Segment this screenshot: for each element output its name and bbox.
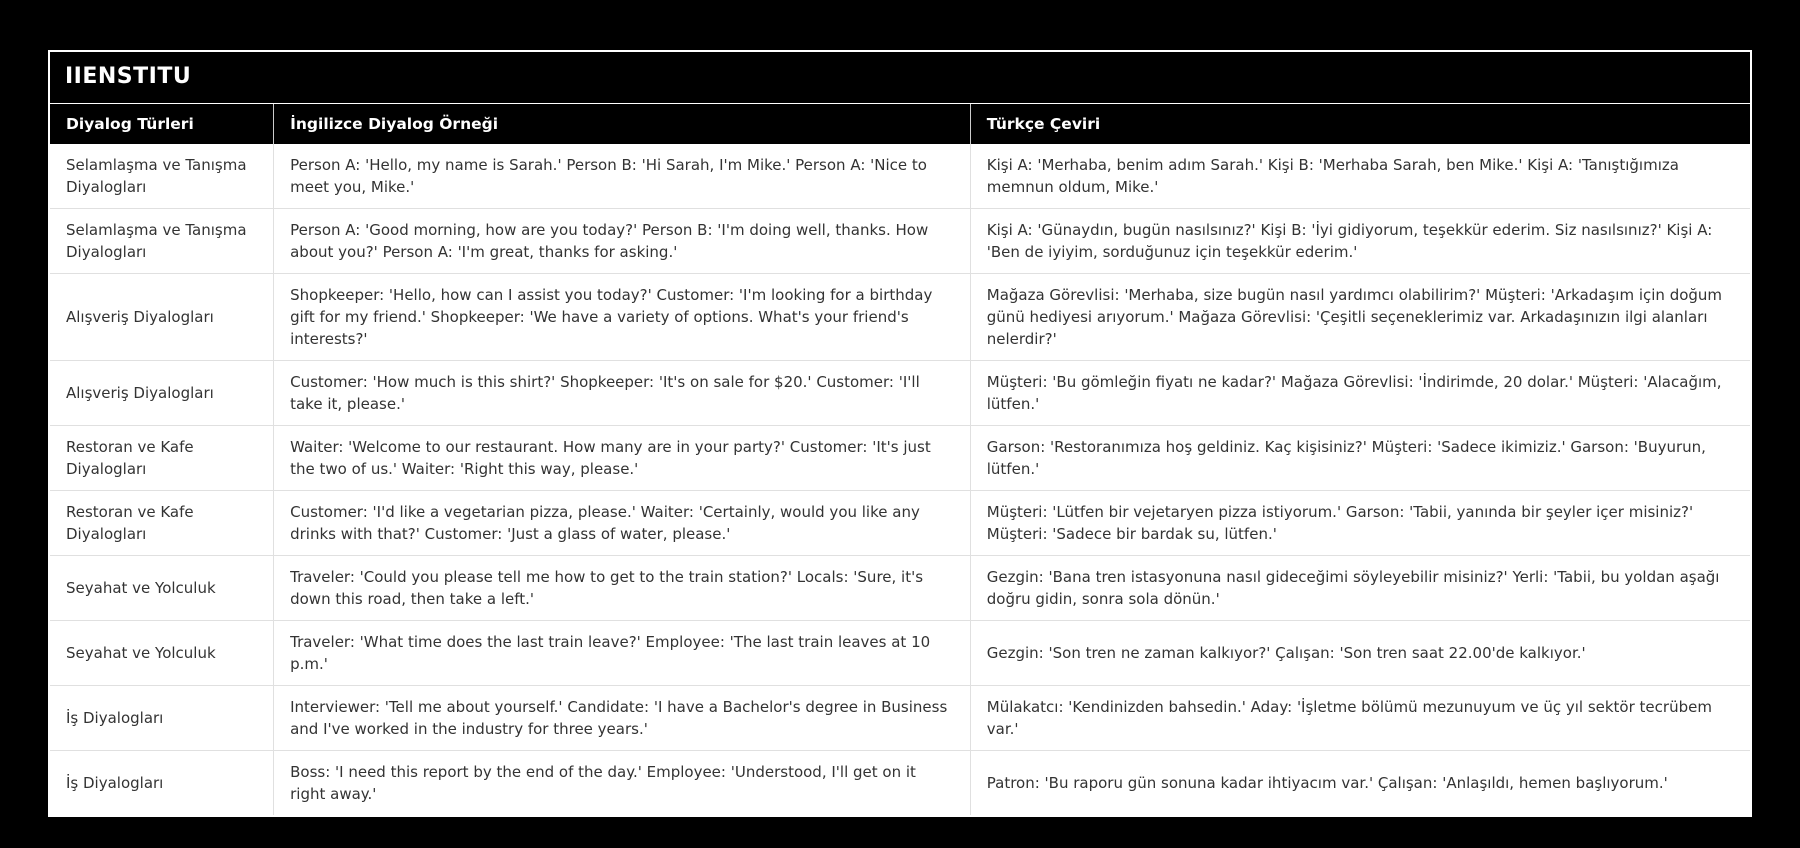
cell-english-example: Shopkeeper: 'Hello, how can I assist you today?' Customer: 'I'm looking for a birthday gift for my friend.' Shopkeeper: 'We have a variety of options. What's your friend's interests?' [274, 274, 971, 361]
cell-dialog-type: Alışveriş Diyalogları [50, 274, 274, 361]
table-row [50, 144, 1750, 209]
table-body [50, 144, 1750, 815]
cell-english-example: Customer: 'How much is this shirt?' Shopkeeper: 'It's on sale for $20.' Customer: 'I'll take it, please.' [274, 361, 971, 426]
table-row [50, 426, 1750, 491]
table-row [50, 274, 1750, 361]
cell-turkish-translation: Garson: 'Restoranımıza hoş geldiniz. Kaç kişisiniz?' Müşteri: 'Sadece ikimiziz.' Garson: 'Buyurun, lütfen.' [970, 426, 1750, 491]
table-row [50, 361, 1750, 426]
table-header-row [50, 104, 1750, 145]
column-header-turkish-translation: Türkçe Çeviri [970, 104, 1750, 145]
cell-turkish-translation: Kişi A: 'Günaydın, bugün nasılsınız?' Kişi B: 'İyi gidiyorum, teşekkür ederim. Siz nasılsınız?' Kişi A: 'Ben de iyiyim, sorduğunuz için teşekkür ederim.' [970, 209, 1750, 274]
cell-turkish-translation: Gezgin: 'Bana tren istasyonuna nasıl gideceğimi söyleyebilir misiniz?' Yerli: 'Tabii, bu yoldan aşağı doğru gidin, sonra sola dönün.' [970, 556, 1750, 621]
content-frame [48, 50, 1752, 817]
column-header-english-example: İngilizce Diyalog Örneği [274, 104, 971, 145]
table-row [50, 556, 1750, 621]
cell-turkish-translation: Gezgin: 'Son tren ne zaman kalkıyor?' Çalışan: 'Son tren saat 22.00'de kalkıyor.' [970, 621, 1750, 686]
cell-turkish-translation: Kişi A: 'Merhaba, benim adım Sarah.' Kişi B: 'Merhaba Sarah, ben Mike.' Kişi A: 'Tanıştığımıza memnun oldum, Mike.' [970, 144, 1750, 209]
cell-english-example: Traveler: 'What time does the last train leave?' Employee: 'The last train leaves at 10 p.m.' [274, 621, 971, 686]
cell-dialog-type: Restoran ve Kafe Diyalogları [50, 426, 274, 491]
cell-english-example: Boss: 'I need this report by the end of the day.' Employee: 'Understood, I'll get on it right away.' [274, 751, 971, 816]
cell-turkish-translation: Mülakatcı: 'Kendinizden bahsedin.' Aday: 'İşletme bölümü mezunuyum ve üç yıl sektör tecrübem var.' [970, 686, 1750, 751]
table-row [50, 621, 1750, 686]
cell-turkish-translation: Müşteri: 'Lütfen bir vejetaryen pizza istiyorum.' Garson: 'Tabii, yanında bir şeyler içer misiniz?' Müşteri: 'Sadece bir bardak su, lütfen.' [970, 491, 1750, 556]
cell-dialog-type: İş Diyalogları [50, 751, 274, 816]
cell-dialog-type: İş Diyalogları [50, 686, 274, 751]
table-row [50, 491, 1750, 556]
cell-english-example: Interviewer: 'Tell me about yourself.' Candidate: 'I have a Bachelor's degree in Business and I've worked in the industry for three years.' [274, 686, 971, 751]
column-header-dialog-type: Diyalog Türleri [50, 104, 274, 145]
dialog-table [50, 103, 1750, 815]
cell-dialog-type: Seyahat ve Yolculuk [50, 621, 274, 686]
table-row [50, 686, 1750, 751]
table-row [50, 209, 1750, 274]
cell-turkish-translation: Müşteri: 'Bu gömleğin fiyatı ne kadar?' Mağaza Görevlisi: 'İndirimde, 20 dolar.' Müşteri: 'Alacağım, lütfen.' [970, 361, 1750, 426]
table-row [50, 751, 1750, 816]
brand-title: IIENSTITU [65, 64, 192, 89]
cell-english-example: Person A: 'Hello, my name is Sarah.' Person B: 'Hi Sarah, I'm Mike.' Person A: 'Nice to meet you, Mike.' [274, 144, 971, 209]
cell-dialog-type: Selamlaşma ve Tanışma Diyalogları [50, 144, 274, 209]
cell-english-example: Waiter: 'Welcome to our restaurant. How many are in your party?' Customer: 'It's just the two of us.' Waiter: 'Right this way, please.' [274, 426, 971, 491]
cell-english-example: Traveler: 'Could you please tell me how to get to the train station?' Locals: 'Sure, it's down this road, then take a left.' [274, 556, 971, 621]
cell-dialog-type: Selamlaşma ve Tanışma Diyalogları [50, 209, 274, 274]
cell-dialog-type: Alışveriş Diyalogları [50, 361, 274, 426]
cell-english-example: Person A: 'Good morning, how are you today?' Person B: 'I'm doing well, thanks. How about you?' Person A: 'I'm great, thanks for asking.' [274, 209, 971, 274]
cell-dialog-type: Restoran ve Kafe Diyalogları [50, 491, 274, 556]
cell-turkish-translation: Mağaza Görevlisi: 'Merhaba, size bugün nasıl yardımcı olabilirim?' Müşteri: 'Arkadaşım için doğum günü hediyesi arıyorum.' Mağaza Görevlisi: 'Çeşitli seçeneklerimiz var. Arkadaşınızın ilgi alanları nelerdir?' [970, 274, 1750, 361]
cell-dialog-type: Seyahat ve Yolculuk [50, 556, 274, 621]
cell-turkish-translation: Patron: 'Bu raporu gün sonuna kadar ihtiyacım var.' Çalışan: 'Anlaşıldı, hemen başlıyorum.' [970, 751, 1750, 816]
brand-bar [50, 52, 1750, 103]
cell-english-example: Customer: 'I'd like a vegetarian pizza, please.' Waiter: 'Certainly, would you like any drinks with that?' Customer: 'Just a glass of water, please.' [274, 491, 971, 556]
